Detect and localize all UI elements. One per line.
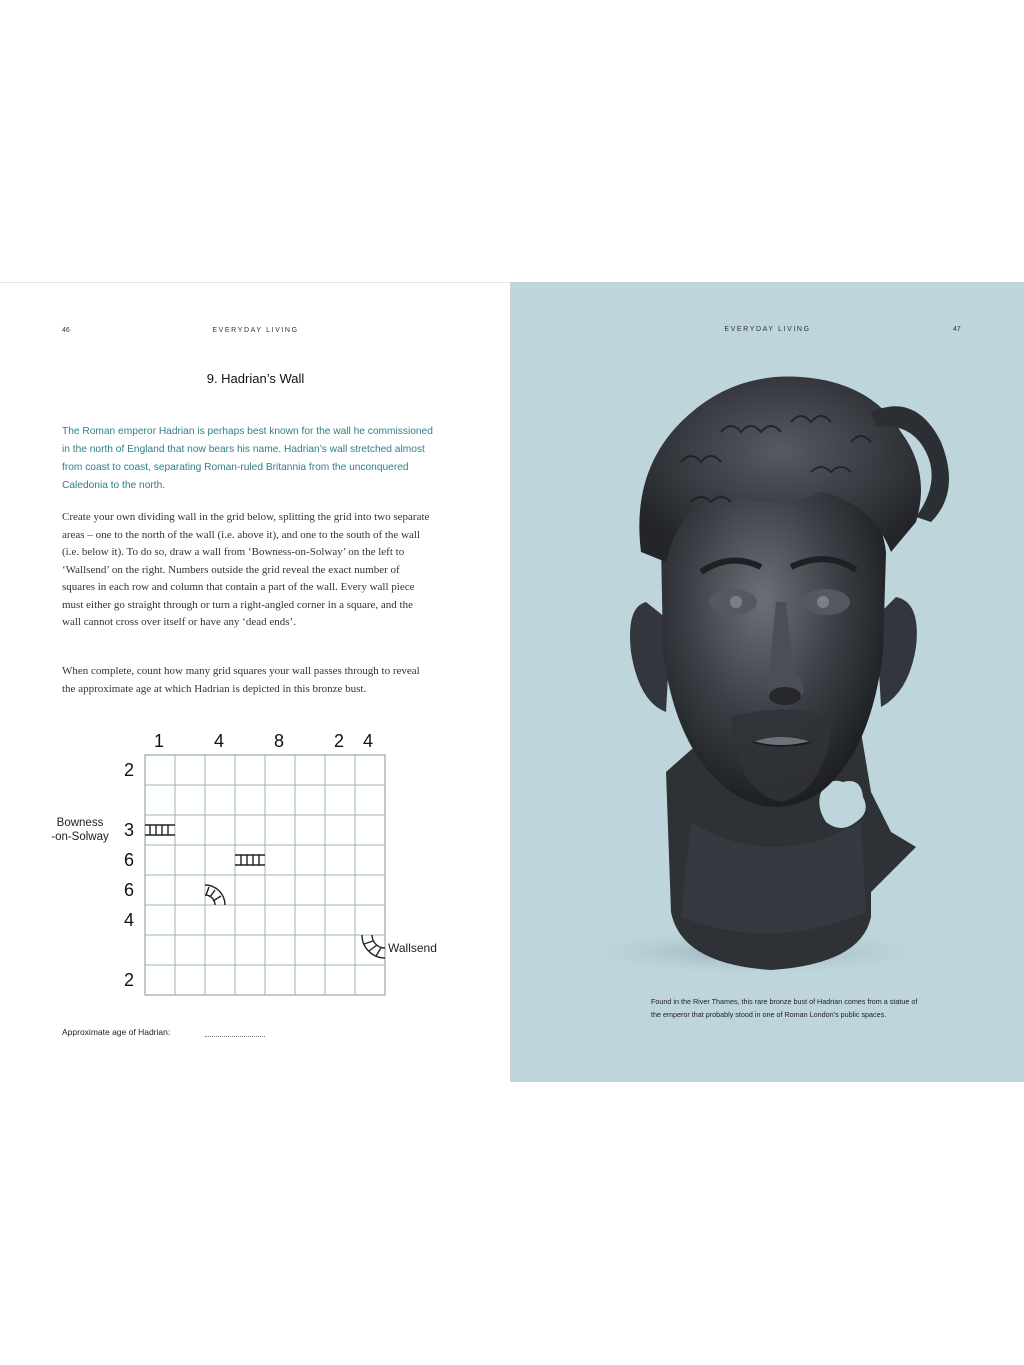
page-number-left: 46 <box>62 327 70 334</box>
column-clue-3: 4 <box>213 731 224 751</box>
wall-piece-straight <box>235 855 265 865</box>
row-clue-3: 3 <box>123 820 134 840</box>
wall-piece-start <box>145 825 175 835</box>
column-clue-7: 2 <box>333 731 344 751</box>
start-label <box>40 816 120 844</box>
puzzle-grid[interactable] <box>0 283 511 1083</box>
bronze-bust-image <box>571 352 971 982</box>
wall-piece-end-corner <box>362 935 385 958</box>
completion-paragraph: When complete, count how many grid squares your wall passes through to reveal the approximate age at which Hadrian is depicted in this bronze bust. <box>62 665 420 695</box>
column-clue-8: 4 <box>362 731 373 751</box>
row-clue-6: 4 <box>123 910 134 930</box>
row-clue-5: 6 <box>123 880 134 900</box>
row-clue-8: 2 <box>123 970 134 990</box>
answer-label: Approximate age of Hadrian: <box>62 1027 171 1037</box>
start-label-line2: -on-Solway <box>51 831 109 843</box>
running-head-left: EVERYDAY LIVING <box>212 327 299 334</box>
left-page <box>0 282 511 1083</box>
start-label-line1: Bowness <box>56 817 104 829</box>
page-title: 9. Hadrian’s Wall <box>206 371 305 386</box>
right-page <box>511 282 1024 1082</box>
page-number-right: 47 <box>953 326 961 333</box>
row-clue-4: 6 <box>123 850 134 870</box>
intro-paragraph: The Roman emperor Hadrian is perhaps best known for the wall he commissioned in the north of England that now bears his name. Hadrian’s wall stretched almost from coast to coast, separating Roman-ruled Britannia from the unconquered Caledonia to the north. <box>62 426 433 491</box>
row-clue-1: 2 <box>123 760 134 780</box>
column-clue-1: 1 <box>153 731 164 751</box>
book-spread <box>0 282 1024 1082</box>
image-caption: Found in the River Thames, this rare bronze bust of Hadrian comes from a statue of the emperor that probably stood in one of Roman London’s public spaces. <box>651 997 918 1019</box>
column-clue-5: 8 <box>273 731 284 751</box>
running-head-right: EVERYDAY LIVING <box>724 326 811 333</box>
end-label: Wallsend <box>388 941 437 955</box>
instructions-paragraph: Create your own dividing wall in the grid below, splitting the grid into two separate areas – one to the north of the wall (i.e. above it), and one to the south of the wall (i.e. below it). To do so, draw a wall from ‘Bowness-on-Solway’ on the left to ‘Wallsend’ on the right. Numbers outside the grid reveal the exact number of squares in each row and column that contain a part of the wall. Every wall piece must either go straight through or turn a right-angled corner in a square, and the wall cannot cross over itself or have any ‘dead ends’. <box>62 511 430 628</box>
wall-piece-corner <box>205 885 225 905</box>
answer-blank[interactable] <box>205 1036 265 1037</box>
